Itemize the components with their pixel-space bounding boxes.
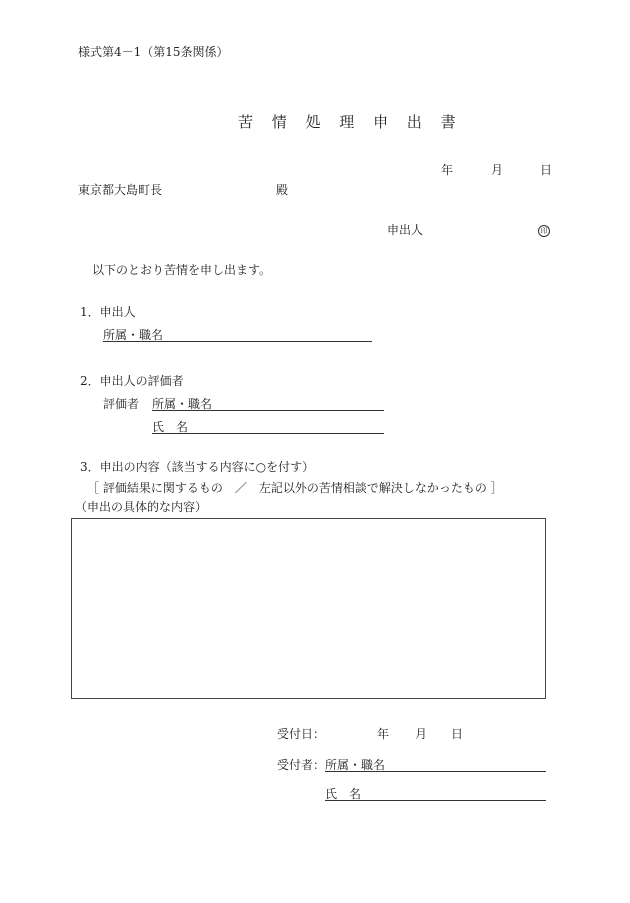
date-day-label: 日	[540, 163, 553, 177]
receiver-name-label: 氏 名	[325, 787, 362, 801]
reception-year-label: 年	[377, 727, 390, 741]
date-month-label: 月	[491, 163, 504, 177]
evaluator-label: 評価者	[103, 397, 140, 411]
applicant-affiliation-field[interactable]	[103, 341, 372, 342]
section1-heading: 1．申出人	[80, 305, 136, 319]
document-title: 苦 情 処 理 申 出 書	[238, 113, 463, 131]
receiver-label: 受付者：	[277, 758, 326, 772]
applicant-signature-label: 申出人	[387, 223, 424, 237]
receiver-affiliation-label: 所属・職名	[325, 758, 386, 772]
evaluator-name-field[interactable]	[152, 433, 384, 434]
reception-day-label: 日	[451, 727, 464, 741]
receiver-affiliation-field[interactable]	[325, 771, 546, 772]
addressee: 東京都大島町長	[78, 183, 163, 197]
complaint-details-box[interactable]	[71, 518, 546, 699]
details-label: （申出の具体的な内容）	[75, 500, 208, 514]
evaluator-affiliation-field[interactable]	[152, 410, 384, 411]
seal-icon: 印	[538, 225, 550, 237]
reception-date-label: 受付日：	[277, 727, 326, 741]
evaluator-name-label: 氏 名	[152, 420, 189, 434]
evaluator-affiliation-label: 所属・職名	[152, 397, 213, 411]
section2-heading: 2．申出人の評価者	[80, 374, 184, 388]
section3-heading: 3．申出の内容（該当する内容に○を付す）	[80, 460, 315, 474]
reception-month-label: 月	[415, 727, 428, 741]
receiver-name-field[interactable]	[325, 800, 546, 801]
form-number: 様式第4－1（第15条関係）	[78, 45, 229, 59]
complaint-options[interactable]: ［ 評価結果に関するもの ／ 左記以外の苦情相談で解決しなかったもの ］	[87, 481, 503, 495]
date-year-label: 年	[441, 163, 454, 177]
applicant-affiliation-label: 所属・職名	[103, 328, 164, 342]
honorific: 殿	[276, 183, 289, 197]
intro-text: 以下のとおり苦情を申し出ます。	[92, 263, 272, 277]
